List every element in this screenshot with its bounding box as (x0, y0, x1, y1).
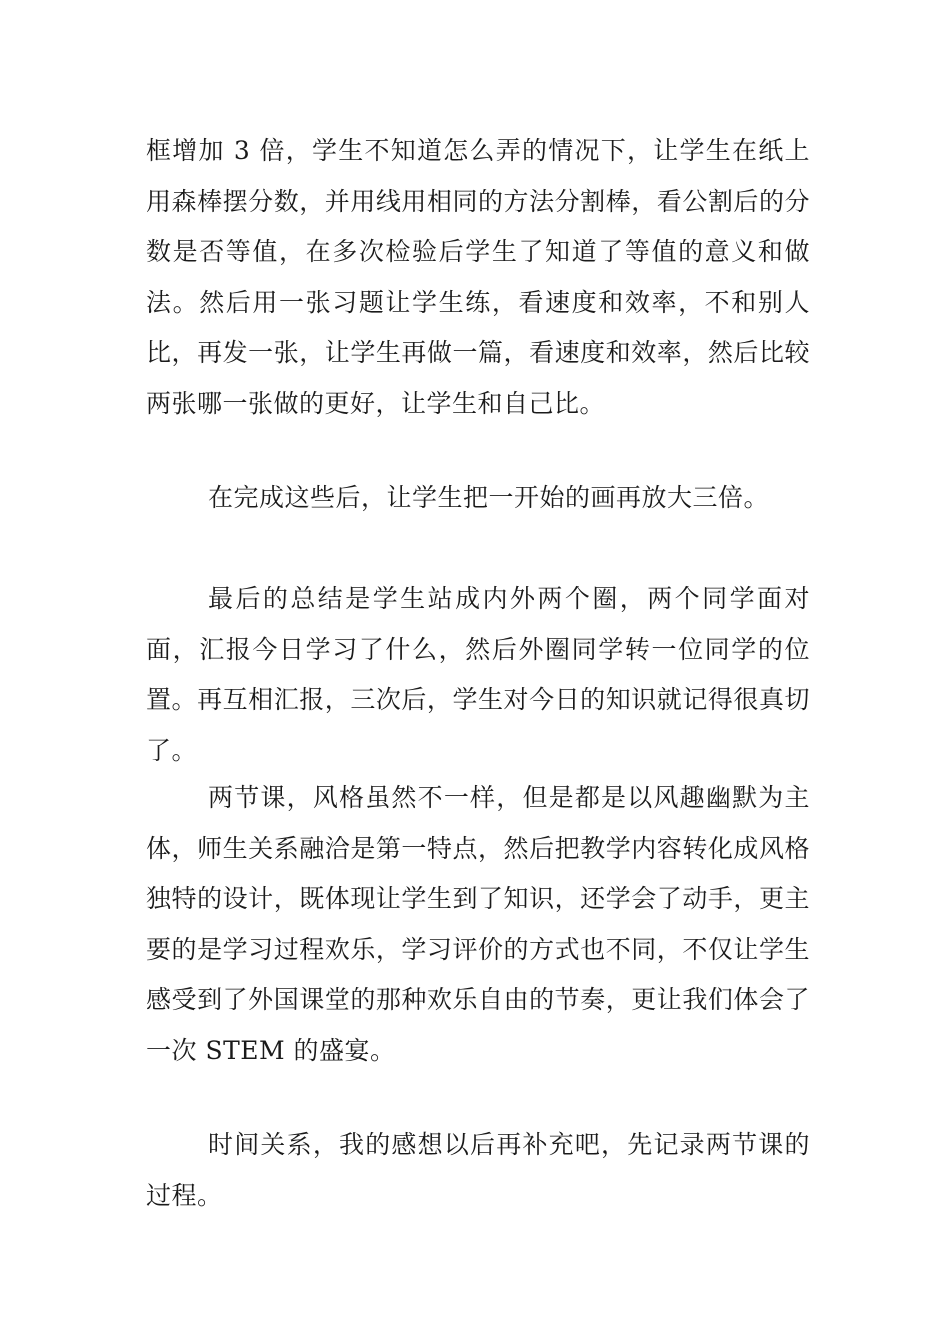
paragraph-enlarge-drawing: 在完成这些后，让学生把一开始的画再放大三倍。 (208, 483, 770, 512)
paragraph-two-lessons-reflection: 两节课，风格虽然不一样，但是都是以风趣幽默为主体，师生关系融洽是第一特点，然后把教学内容转化成风格独特的设计，既体现让学生到了知识，还学会了动手，更主要的是学习过程欢乐，学习评价的方式也不同，不仅让学生感受到了外国课堂的那种欢乐自由的节奏，更让我们体会了一次 STEM 的盛宴。 (146, 783, 810, 1065)
paragraph-fraction-activity: 框增加 3 倍，学生不知道怎么弄的情况下，让学生在纸上用森棒摆分数，并用线用相同的方法分割棒，看公割后的分数是否等值，在多次检验后学生了知道了等值的意义和做法。然后用一张习题让学生练，看速度和效率，不和别人比，再发一张，让学生再做一篇，看速度和效率，然后比较两张哪一张做的更好，让学生和自己比。 (146, 136, 810, 418)
paragraph-summary-circles: 最后的总结是学生站成内外两个圈，两个同学面对面，汇报今日学习了什么，然后外圈同学转一位同学的位置。再互相汇报，三次后，学生对今日的知识就记得很真切了。 (146, 584, 810, 765)
paragraph-closing-note: 时间关系，我的感想以后再补充吧，先记录两节课的过程。 (146, 1130, 810, 1210)
